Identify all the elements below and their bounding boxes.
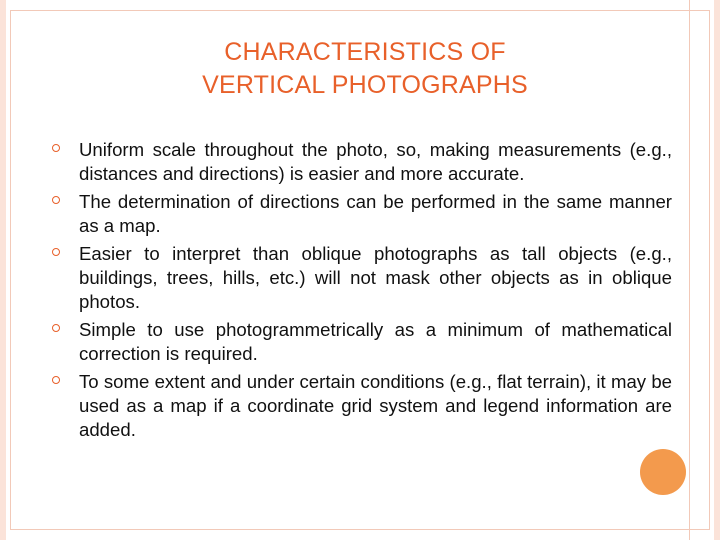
bullet-circle-icon <box>52 376 60 384</box>
bullet-text: Easier to interpret than oblique photographs as tall objects (e.g., buildings, trees, hills, etc.) will not mask other objects as in oblique photos. <box>79 243 672 312</box>
decorative-circle <box>640 449 686 495</box>
bullet-text: Simple to use photogrammetrically as a minimum of mathematical correction is required. <box>79 319 672 364</box>
bullet-text: To some extent and under certain conditions (e.g., flat terrain), it may be used as a map if a coordinate grid system and legend information are added. <box>79 371 672 440</box>
bullet-circle-icon <box>52 324 60 332</box>
list-item <box>50 190 672 238</box>
title-line-2: VERTICAL PHOTOGRAPHS <box>202 71 528 99</box>
bullet-circle-icon <box>52 196 60 204</box>
left-edge-decoration <box>0 0 6 540</box>
list-item <box>50 318 672 366</box>
bullet-circle-icon <box>52 144 60 152</box>
bullet-text: The determination of directions can be performed in the same manner as a map. <box>79 191 672 236</box>
bullet-circle-icon <box>52 248 60 256</box>
slide-title <box>60 36 670 102</box>
list-item <box>50 242 672 314</box>
bullet-list <box>50 138 672 446</box>
right-edge-decoration <box>714 0 720 540</box>
title-line-1: CHARACTERISTICS OF <box>224 38 506 66</box>
list-item <box>50 370 672 442</box>
list-item <box>50 138 672 186</box>
bullet-text: Uniform scale throughout the photo, so, making measurements (e.g., distances and directions) is easier and more accurate. <box>79 139 672 184</box>
